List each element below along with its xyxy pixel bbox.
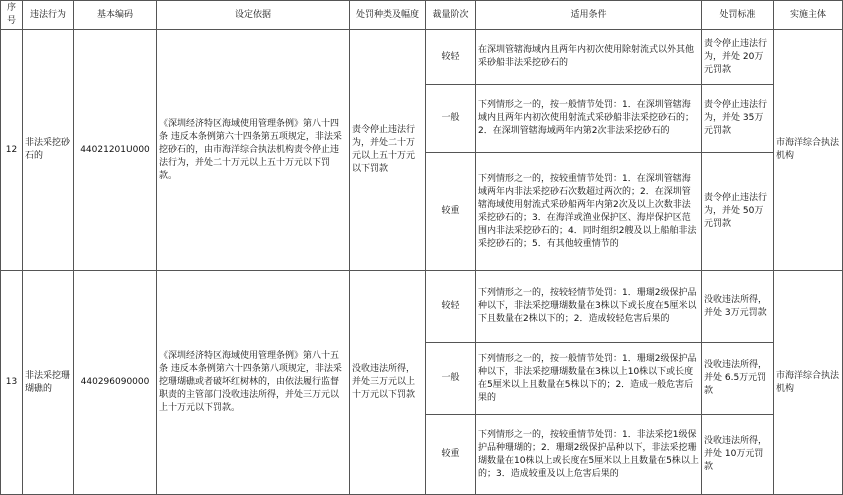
row-level: 一般 xyxy=(426,85,476,153)
row-agency: 市海洋综合执法机构 xyxy=(774,30,843,271)
header-no: 序号 xyxy=(1,1,23,30)
header-code: 基本编码 xyxy=(74,1,157,30)
row-level: 较轻 xyxy=(426,30,476,85)
row-code: 440296090000 xyxy=(74,271,157,495)
header-standard: 处罚标准 xyxy=(702,1,774,30)
row-standard: 责令停止违法行为，并处 35万元罚款 xyxy=(702,85,774,153)
header-agency: 实施主体 xyxy=(774,1,843,30)
row-basis: 《深圳经济特区海域使用管理条例》第八十四条 违反本条例第六十四条第五项规定，非法采挖砂石的，由市海洋综合执法机构责令停止违法行为，并处二十万元以上五十万元以下罚款。 xyxy=(157,30,350,271)
row-condition: 下列情形之一的，按较重情节处罚：1．非法采挖1级保护品种珊瑚的；2．珊瑚2级保护品种以下，非法采挖珊瑚数量在10株以上或长度在5厘米以上且数量在5株以上的；3．造成较重及以上危害后果的 xyxy=(476,415,702,495)
row-behavior: 非法采挖砂石的 xyxy=(23,30,74,271)
row-code: 44021201U000 xyxy=(74,30,157,271)
header-behavior: 违法行为 xyxy=(23,1,74,30)
header-level: 裁量阶次 xyxy=(426,1,476,30)
table-row xyxy=(1,271,843,343)
row-standard: 没收违法所得，并处 3万元罚款 xyxy=(702,271,774,343)
header-row xyxy=(1,1,843,30)
header-penalty: 处罚种类及幅度 xyxy=(350,1,426,30)
row-standard: 责令停止违法行为，并处 50万元罚款 xyxy=(702,153,774,271)
header-condition: 适用条件 xyxy=(476,1,702,30)
row-condition: 下列情形之一的，按较重情节处罚：1．在深圳管辖海域两年内非法采挖砂石次数超过两次的；2．在深圳管辖海域使用射流式采砂船两年内第2次及以上次数非法采挖砂石的；3．在海洋或渔业保护区、海岸保护区范围内非法采挖砂石的；4．同时组织2艘及以上船舶非法采挖砂石的；5．有其他较重情节的 xyxy=(476,153,702,271)
row-no: 13 xyxy=(1,271,23,495)
table-row xyxy=(1,30,843,85)
row-condition: 下列情形之一的，按一般情节处罚：1．在深圳管辖海域内且两年内初次使用射流式采砂船非法采挖砂石的；2．在深圳管辖海域两年内第2次非法采挖砂石的 xyxy=(476,85,702,153)
row-level: 较重 xyxy=(426,415,476,495)
row-condition: 下列情形之一的，按一般情节处罚：1．珊瑚2级保护品种以下，非法采挖珊瑚数量在3株以上10株以下或长度在5厘米以上且数量在5株以下的；2．造成一般危害后果的 xyxy=(476,343,702,415)
header-basis: 设定依据 xyxy=(157,1,350,30)
row-level: 较重 xyxy=(426,153,476,271)
row-level: 较轻 xyxy=(426,271,476,343)
row-penalty: 责令停止违法行为，并处二十万元以上五十万元以下罚款 xyxy=(350,30,426,271)
row-agency: 市海洋综合执法机构 xyxy=(774,271,843,495)
row-penalty: 没收违法所得，并处三万元以上十万元以下罚款 xyxy=(350,271,426,495)
row-standard: 没收违法所得，并处 10万元罚款 xyxy=(702,415,774,495)
row-standard: 责令停止违法行为，并处 20万元罚款 xyxy=(702,30,774,85)
row-condition: 下列情形之一的，按较轻情节处罚：1．珊瑚2级保护品种以下，非法采挖珊瑚数量在3株以下或长度在5厘米以下且数量在2株以下的；2．造成较轻危害后果的 xyxy=(476,271,702,343)
row-level: 一般 xyxy=(426,343,476,415)
row-basis: 《深圳经济特区海域使用管理条例》第八十五条 违反本条例第六十四条第八项规定，非法采挖珊瑚礁或者破坏红树林的，由依法履行监督职责的主管部门没收违法所得，并处三万元以上十万元以下罚款。 xyxy=(157,271,350,495)
row-condition: 在深圳管辖海域内且两年内初次使用除射流式以外其他采砂船非法采挖砂石的 xyxy=(476,30,702,85)
row-behavior: 非法采挖珊瑚礁的 xyxy=(23,271,74,495)
row-standard: 没收违法所得，并处 6.5万元罚款 xyxy=(702,343,774,415)
row-no: 12 xyxy=(1,30,23,271)
